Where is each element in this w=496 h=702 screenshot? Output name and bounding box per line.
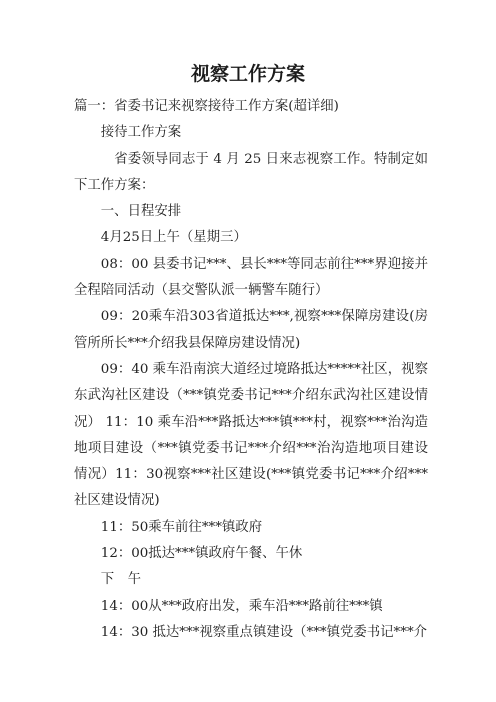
paragraph-schedule-item: 14：30 抵达***视察重点镇建设（***镇党委书记***介 [100,624,428,640]
paragraph-intro: 省委领导同志于 4 月 25 日来志视察工作。特制定如下工作方案： [74,151,428,193]
paragraph-schedule-item: 09：40 乘车沿南滨大道经过境路抵达*****社区，视察东武沟社区建设（***镇党委书记***介绍东武沟社区建设情况） 11：10 乘车沿***路抵达***镇***村，视察***治沟造地项目建设（***镇党委书记***介绍***治沟造地项目建设情况）11：30视察***社区建设(***镇党委书记***介绍***社区建设情况) [74,361,428,509]
paragraph-schedule-item: 14：00从***政府出发，乘车沿***路前往***镇 [100,598,383,614]
paragraph-schedule-item: 09：20乘车沿303省道抵达***,视察***保障房建设(房管所所长***介绍我县保障房建设情况) [74,309,428,351]
document-body [74,94,428,646]
paragraph-date: 4月25日上午（星期三） [100,230,247,246]
paragraph-schedule-item: 12：00抵达***镇政府午餐、午休 [100,546,303,562]
paragraph-section-heading: 一、日程安排 [100,204,182,220]
paragraph-schedule-item: 11：50乘车前往***镇政府 [100,519,263,535]
paragraph-afternoon: 下 午 [100,572,141,588]
document-title: 视察工作方案 [190,63,305,85]
paragraph-subheading: 接待工作方案 [100,125,182,141]
paragraph-schedule-item: 08：00 县委书记***、县长***等同志前往***界迎接并全程陪同活动（县交警队派一辆警车随行） [74,256,428,299]
paragraph-heading: 篇一：省委书记来视察接待工作方案(超详细) [74,99,339,114]
